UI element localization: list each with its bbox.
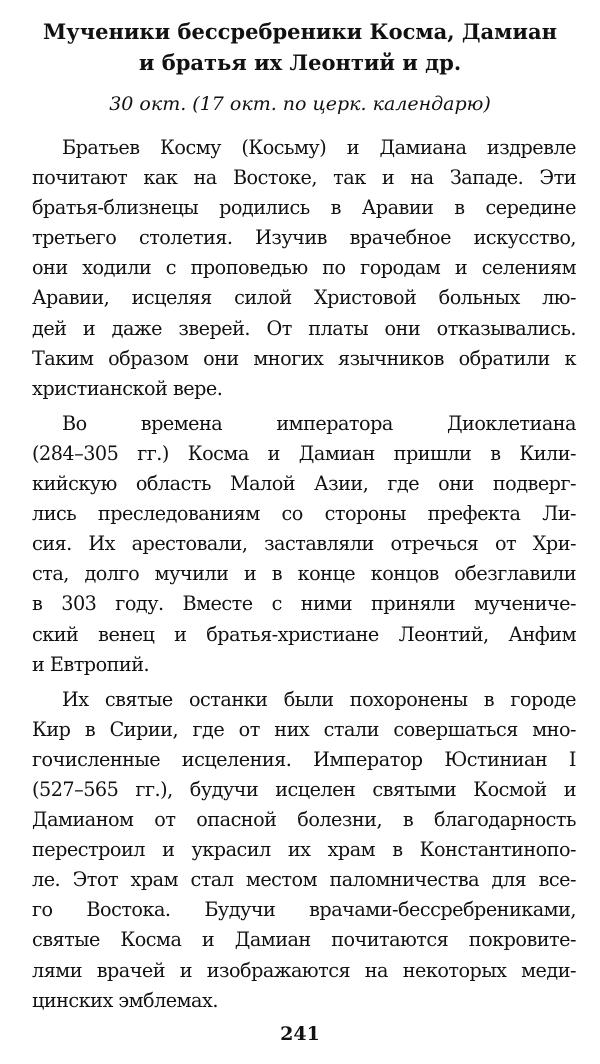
date-subtitle: 30 окт. (17 окт. по церк. календарю): [109, 93, 491, 115]
text-line: ле. Этот храм стал местом паломничества для все-: [32, 868, 576, 892]
paragraph-3: [32, 685, 576, 1016]
text-line: ский венец и братья-христиане Леонтий, Анфим: [32, 622, 576, 646]
text-line: и Евтропий.: [32, 652, 150, 676]
text-line: третьего столетия. Изучив врачебное искусство,: [32, 226, 576, 250]
text-line: Дамианом от опасной болезни, в благодарность: [32, 808, 576, 832]
text-line: кийскую область Малой Азии, где они подверг-: [32, 472, 576, 496]
text-line: Аравии, исцеляя силой Христовой больных лю-: [32, 286, 576, 310]
text-line: святые Косма и Дамиан почитаются покровите-: [32, 928, 576, 952]
text-line: Кир в Сирии, где от них стали совершаться мно-: [32, 717, 576, 741]
text-line: дей и даже зверей. От платы они отказывались.: [32, 316, 576, 340]
paragraph-1: [32, 133, 576, 404]
text-line: сия. Их арестовали, заставляли отречься от Хри-: [32, 532, 576, 556]
text-line: они ходили с проповедью по городам и селениям: [32, 256, 576, 280]
text-line: го Востока. Будучи врачами-бессребрениками,: [32, 898, 576, 922]
paragraph-2: [32, 409, 576, 680]
text-line: Их святые останки были похоронены в городе: [62, 687, 576, 711]
text-line: Братьев Косму (Косьму) и Дамиана издревле: [62, 136, 576, 159]
title-line-2: и братья их Леонтий и др.: [138, 50, 462, 75]
text-line: перестроил и украсил их храм в Константинопо-: [32, 838, 576, 862]
text-line: цинских эмблемах.: [32, 988, 218, 1012]
text-line: лись преследованиям со стороны префекта Ли-: [32, 502, 576, 526]
text-line: гочисленные исцеления. Император Юстиниан I: [32, 747, 576, 771]
text-line: Таким образом они многих язычников обратили к: [32, 346, 576, 370]
text-line: лями врачей и изображаются на некоторых меди-: [32, 958, 576, 982]
text-line: почитают как на Востоке, так и на Западе. Эти: [32, 166, 576, 190]
text-line: в 303 году. Вместе с ними приняли мучениче-: [32, 592, 576, 616]
text-line: Во времена императора Диоклетиана: [62, 411, 576, 435]
text-line: христианской вере.: [32, 376, 223, 400]
page-number: 241: [280, 1023, 320, 1045]
body-text: [32, 133, 576, 1016]
page-title: [20, 16, 580, 78]
title-line-1: Мученики бессребреники Косма, Дамиан: [43, 19, 557, 44]
text-line: (284–305 гг.) Косма и Дамиан пришли в Кили-: [32, 441, 576, 465]
text-line: (527–565 гг.), будучи исцелен святыми Космой и: [32, 777, 576, 801]
text-line: братья-близнецы родились в Аравии в середине: [32, 196, 576, 220]
text-line: ста, долго мучили и в конце концов обезглавили: [32, 562, 576, 586]
